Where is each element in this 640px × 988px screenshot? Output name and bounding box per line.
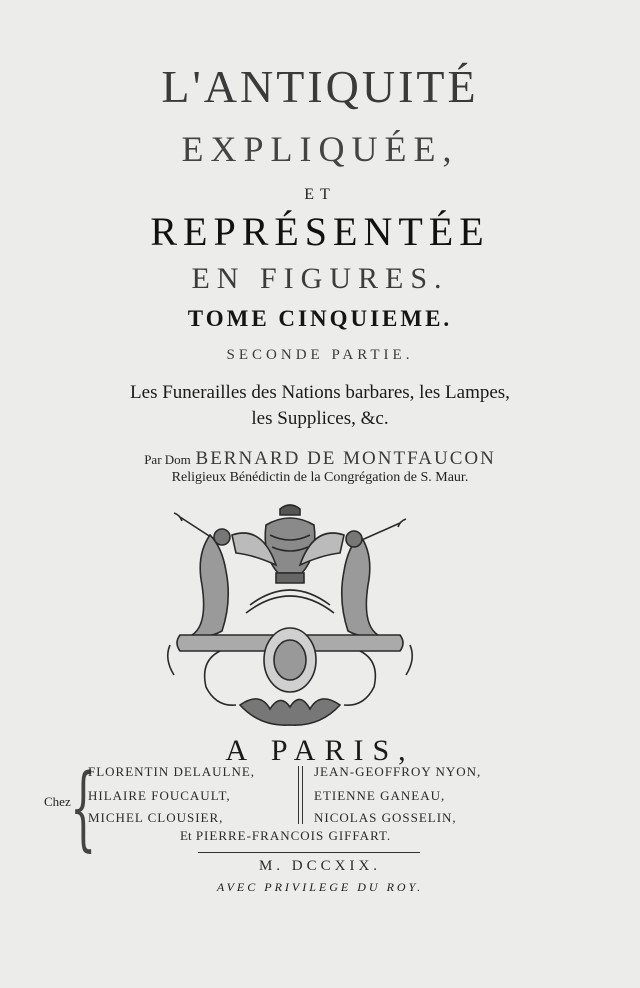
publisher-last-et: Et	[180, 828, 192, 843]
chez-label: Chez	[44, 794, 71, 809]
subject-line-2: les Supplices, &c.	[251, 408, 389, 429]
title-line-representee: REPRÉSENTÉE	[150, 209, 490, 254]
publisher-right-3: NICOLAS GOSSELIN,	[314, 810, 457, 825]
title-line-expliquee: EXPLIQUÉE,	[181, 129, 459, 169]
publisher-left-2: HILAIRE FOUCAULT,	[88, 788, 231, 803]
engraved-vignette	[150, 495, 430, 745]
author-prefix: Par Dom	[144, 452, 191, 467]
publishers-block	[40, 754, 560, 870]
author-name: BERNARD DE MONTFAUCON	[195, 448, 496, 469]
author-line	[0, 448, 640, 470]
imprint-place: A PARIS,	[225, 734, 415, 767]
volume-line: TOME CINQUIEME.	[187, 306, 453, 331]
publisher-last-name: PIERRE-FRANCOIS GIFFART.	[195, 828, 392, 843]
publisher-last	[180, 828, 391, 844]
part-line: SECONDE PARTIE.	[226, 347, 414, 363]
divider-rule	[198, 852, 420, 853]
title-line-et: ET	[304, 186, 336, 203]
column-divider	[298, 766, 303, 824]
brace-glyph: {	[70, 754, 97, 861]
publisher-left-3: MICHEL CLOUSIER,	[88, 810, 224, 825]
publisher-right-2: ETIENNE GANEAU,	[314, 788, 446, 803]
subject-line-1: Les Funerailles des Nations barbares, les Lampes,	[130, 382, 510, 403]
publisher-right-1: JEAN-GEOFFROY NYON,	[314, 764, 482, 779]
title-line-antiquite: L'ANTIQUITÉ	[161, 61, 479, 112]
title-line-en-figures: EN FIGURES.	[191, 262, 449, 295]
imprint-year: M. DCCXIX.	[258, 858, 382, 874]
publisher-left-1: FLORENTIN DELAULNE,	[88, 764, 256, 779]
author-description: Religieux Bénédictin de la Congrégation de S. Maur.	[171, 470, 469, 485]
royal-privilege: AVEC PRIVILEGE DU ROY.	[216, 880, 424, 894]
